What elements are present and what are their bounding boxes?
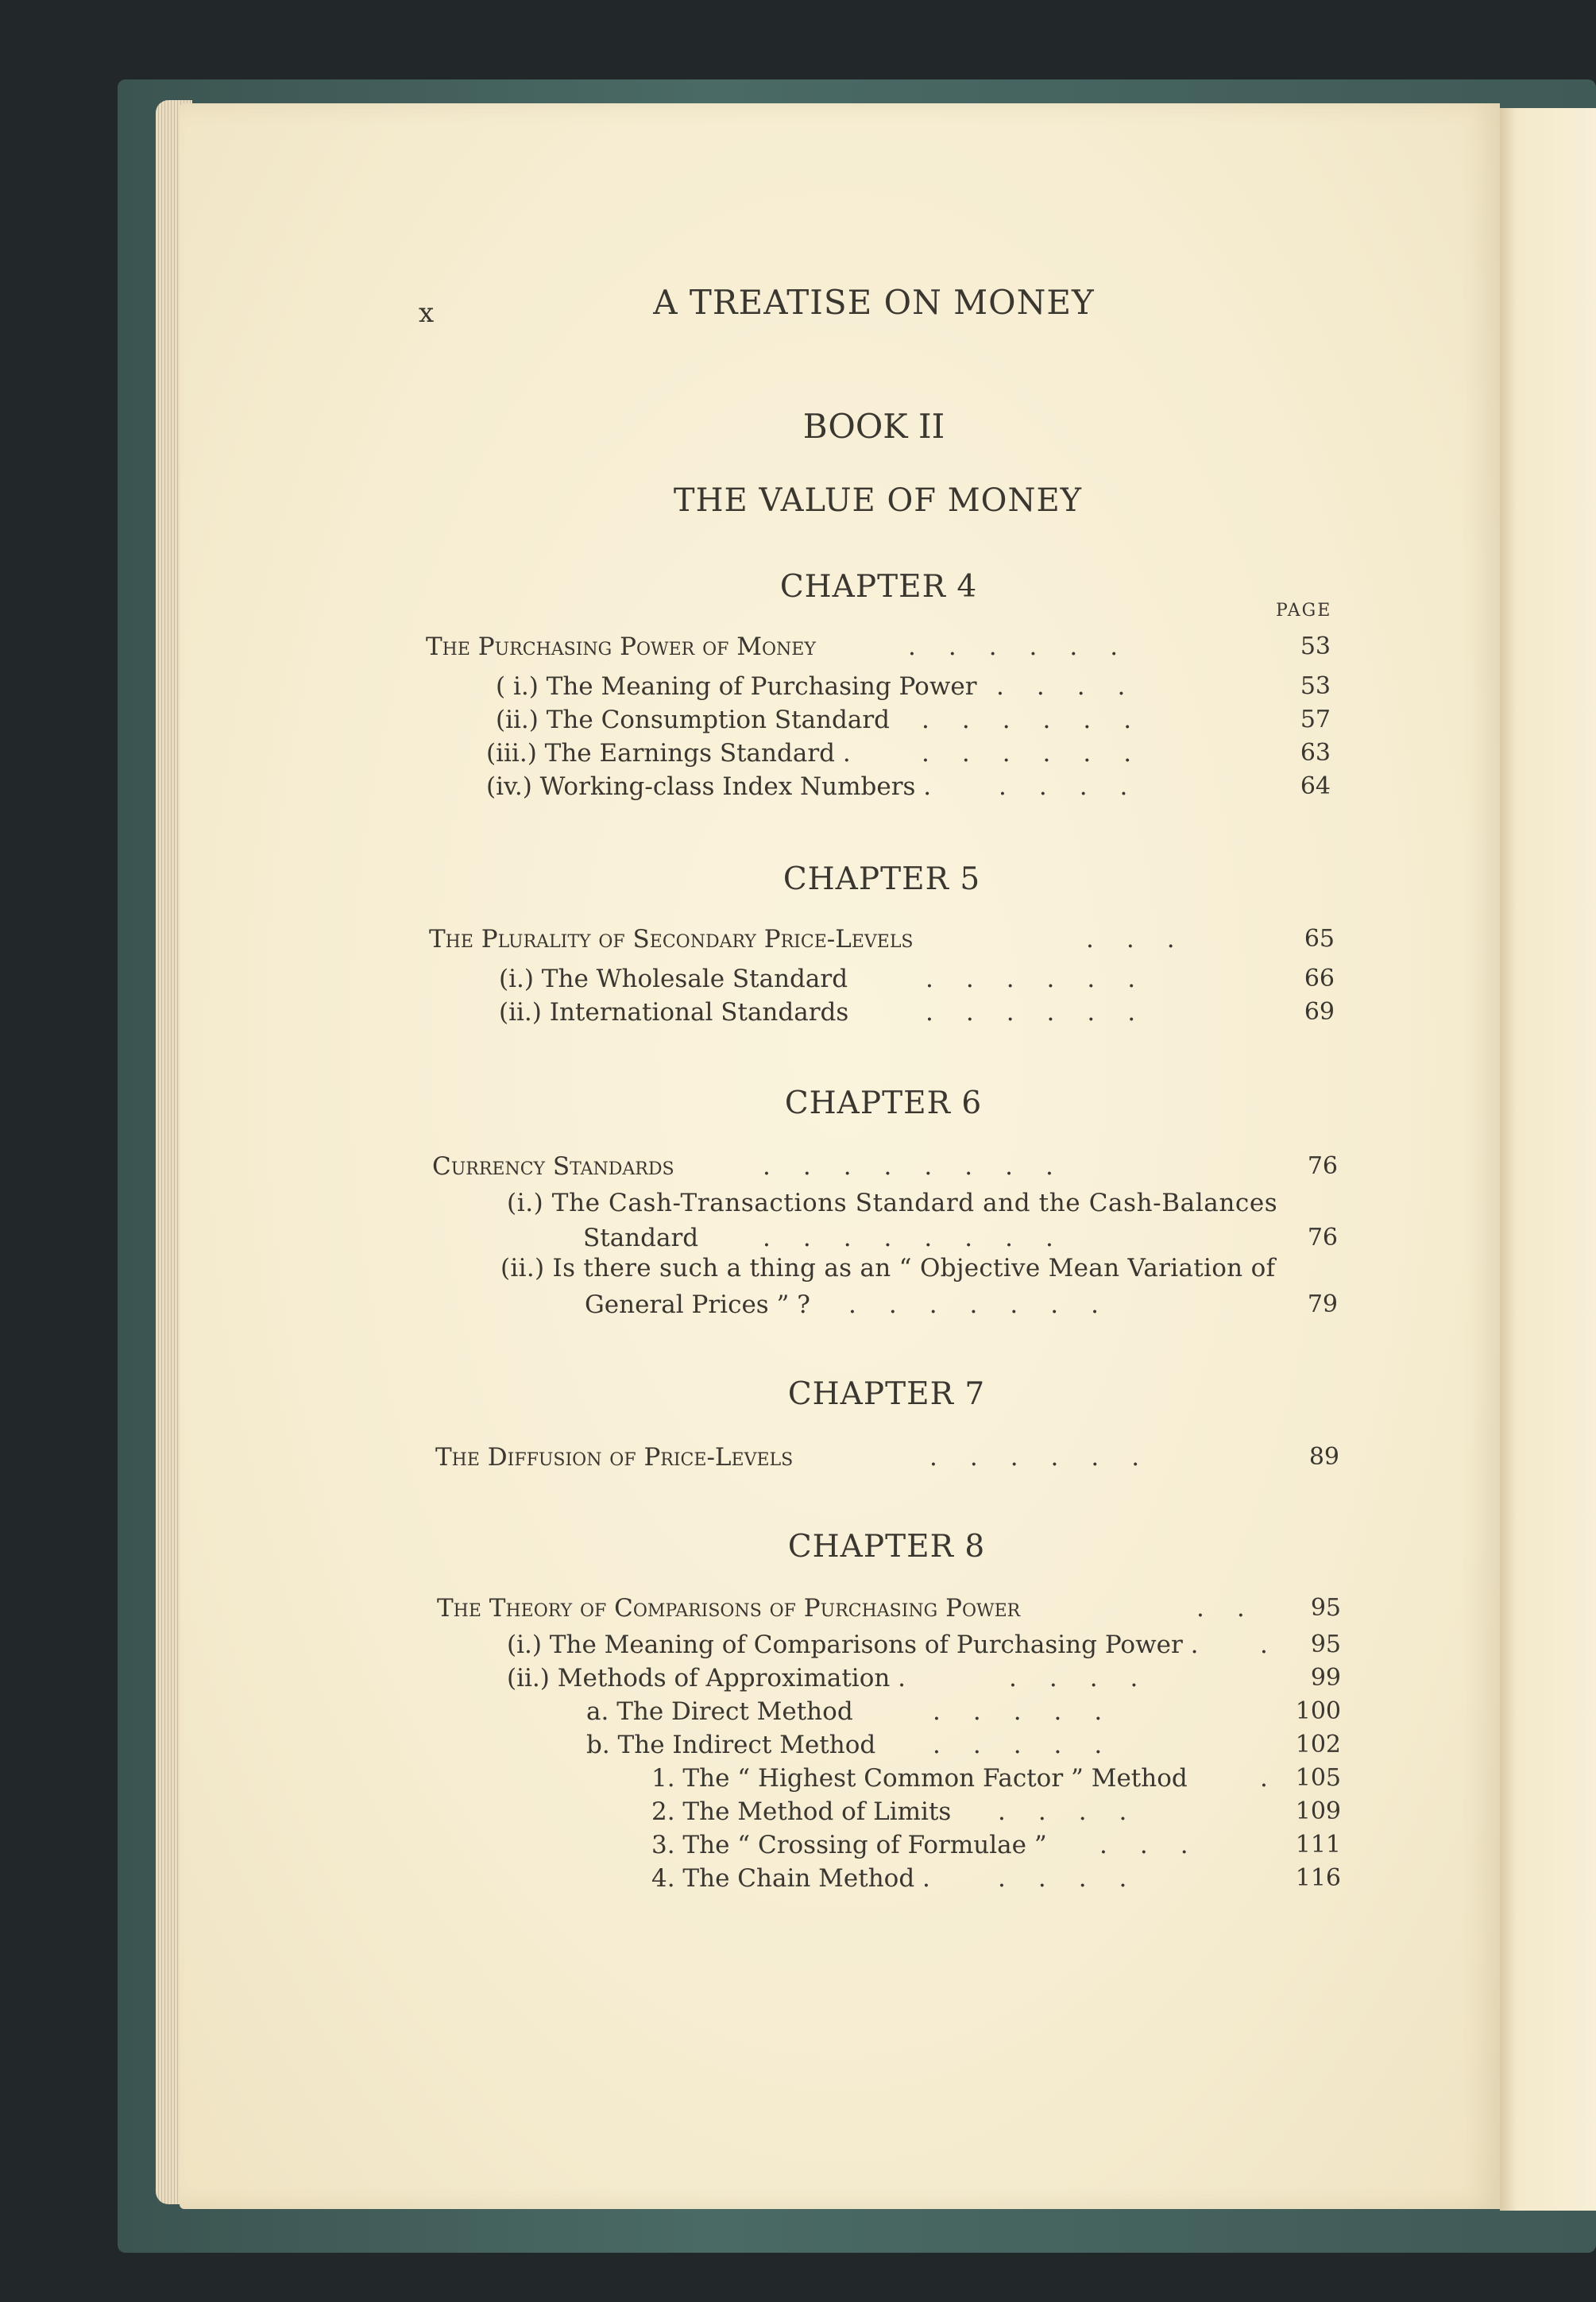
- toc-entry-page: 111: [1295, 1831, 1341, 1859]
- toc-entry: [0, 1594, 1596, 1626]
- toc-entry: [0, 706, 1596, 737]
- toc-entry: [0, 998, 1596, 1030]
- toc-entry: [0, 965, 1596, 996]
- dot-leader: ...: [1099, 1831, 1221, 1859]
- toc-entry: [0, 1254, 1596, 1286]
- toc-entry-page: 95: [1310, 1594, 1341, 1622]
- toc-entry: [0, 772, 1596, 804]
- toc-entry: [0, 1224, 1596, 1255]
- chapter-heading: CHAPTER 4: [779, 569, 978, 605]
- chapter-heading: CHAPTER 8: [787, 1529, 986, 1565]
- toc-entry-title: The Purchasing Power of Money: [426, 633, 816, 661]
- running-head-title: A TREATISE ON MONEY: [653, 283, 1095, 322]
- toc-entry: [0, 1152, 1596, 1184]
- dot-leader: ....: [998, 1797, 1160, 1826]
- dot-leader: ......: [908, 633, 1151, 661]
- toc-entry: [0, 925, 1596, 957]
- dot-leader: ....: [996, 672, 1158, 701]
- chapter-heading: CHAPTER 6: [784, 1085, 983, 1121]
- toc-entry: [0, 672, 1596, 704]
- dot-leader: .....: [933, 1731, 1135, 1759]
- toc-entry-title: The Plurality of Secondary Price-Levels: [429, 925, 914, 954]
- toc-entry-title: (i.) The Wholesale Standard: [499, 965, 848, 993]
- toc-entry-title: Currency Standards: [432, 1152, 674, 1181]
- toc-entry-page: 53: [1300, 672, 1331, 700]
- dot-leader: ........: [763, 1224, 1086, 1252]
- toc-entry: [0, 1631, 1596, 1662]
- toc-entry-title: (ii.) International Standards: [499, 998, 849, 1027]
- book-label: BOOK II: [802, 407, 945, 446]
- toc-entry-title: General Prices ” ?: [585, 1290, 810, 1319]
- toc-entry: [0, 1697, 1596, 1729]
- toc-entry-title: (ii.) The Consumption Standard: [496, 706, 891, 734]
- toc-entry-page: 79: [1307, 1290, 1338, 1318]
- toc-entry-title: b. The Indirect Method: [586, 1731, 876, 1759]
- toc-entry: [0, 1797, 1596, 1829]
- book-title: THE VALUE OF MONEY: [673, 482, 1083, 519]
- toc-entry-page: 76: [1307, 1224, 1338, 1252]
- dot-leader: ......: [922, 739, 1165, 768]
- toc-entry-title: 4. The Chain Method .: [651, 1864, 930, 1893]
- toc-entry: [0, 1764, 1596, 1796]
- dot-leader: ......: [926, 965, 1169, 993]
- toc-entry-page: 89: [1308, 1443, 1339, 1471]
- toc-entry-title: 1. The “ Highest Common Factor ” Method: [651, 1764, 1188, 1793]
- dot-leader: .......: [848, 1290, 1131, 1319]
- toc-entry-page: 95: [1310, 1631, 1341, 1658]
- toc-entry-page: 102: [1295, 1731, 1341, 1758]
- toc-entry-title: (iii.) The Earnings Standard .: [486, 739, 851, 768]
- dot-leader: ....: [999, 772, 1161, 801]
- dot-leader: ....: [1009, 1664, 1171, 1693]
- dot-leader: .....: [933, 1697, 1135, 1726]
- toc-entry: [0, 1831, 1596, 1863]
- dot-leader: ......: [922, 706, 1165, 734]
- toc-entry-title: 3. The “ Crossing of Formulae ”: [651, 1831, 1047, 1859]
- toc-entry-title: (i.) The Meaning of Comparisons of Purchasing Power .: [507, 1631, 1199, 1659]
- toc-entry: [0, 1864, 1596, 1896]
- toc-entry-page: 64: [1300, 772, 1331, 800]
- toc-entry-page: 65: [1304, 925, 1335, 953]
- toc-entry-title: ( i.) The Meaning of Purchasing Power: [496, 672, 977, 701]
- toc-entry-page: 99: [1310, 1664, 1341, 1692]
- dot-leader: .: [1260, 1631, 1300, 1659]
- dot-leader: ....: [998, 1864, 1160, 1893]
- toc-entry-page: 69: [1304, 998, 1335, 1026]
- toc-entry: [0, 633, 1596, 664]
- toc-entry-title: Standard: [583, 1224, 699, 1252]
- toc-entry-title: 2. The Method of Limits: [651, 1797, 952, 1826]
- dot-leader: ..: [1196, 1594, 1277, 1623]
- toc-entry-page: 116: [1295, 1864, 1341, 1892]
- toc-entry-title: (i.) The Cash-Transactions Standard and the Cash-Balances: [507, 1189, 1278, 1217]
- toc-entry-page: 109: [1295, 1797, 1341, 1825]
- dot-leader: ........: [763, 1152, 1086, 1181]
- toc-entry-title: The Diffusion of Price-Levels: [435, 1443, 794, 1472]
- running-head-page-number: x: [419, 297, 435, 329]
- toc-entry: [0, 739, 1596, 771]
- page-column-label: PAGE: [1276, 601, 1332, 621]
- toc-entry-page: 66: [1304, 965, 1335, 992]
- toc-entry-page: 63: [1300, 739, 1331, 767]
- dot-leader: ...: [1086, 925, 1208, 954]
- dot-leader: ......: [926, 998, 1169, 1027]
- toc-entry-page: 57: [1300, 706, 1331, 733]
- toc-entry: [0, 1290, 1596, 1322]
- toc-entry: [0, 1664, 1596, 1696]
- toc-entry-title: (iv.) Working-class Index Numbers .: [486, 772, 932, 801]
- toc-entry-page: 76: [1307, 1152, 1338, 1180]
- dot-leader: .: [1260, 1764, 1300, 1793]
- chapter-heading: CHAPTER 7: [787, 1376, 986, 1412]
- toc-entry-title: (ii.) Methods of Approximation .: [507, 1664, 906, 1693]
- toc-entry: [0, 1189, 1596, 1221]
- chapter-heading: CHAPTER 5: [783, 861, 981, 897]
- toc-entry-title: (ii.) Is there such a thing as an “ Objective Mean Variation of: [500, 1254, 1276, 1283]
- toc-entry-title: a. The Direct Method: [586, 1697, 853, 1726]
- toc-entry-page: 100: [1295, 1697, 1341, 1725]
- toc-entry-title: The Theory of Comparisons of Purchasing Power: [437, 1594, 1021, 1623]
- toc-entry: [0, 1731, 1596, 1762]
- toc-entry-page: 53: [1300, 633, 1331, 660]
- dot-leader: ......: [929, 1443, 1173, 1472]
- toc-entry-page: 105: [1295, 1764, 1341, 1792]
- toc-entry: [0, 1443, 1596, 1475]
